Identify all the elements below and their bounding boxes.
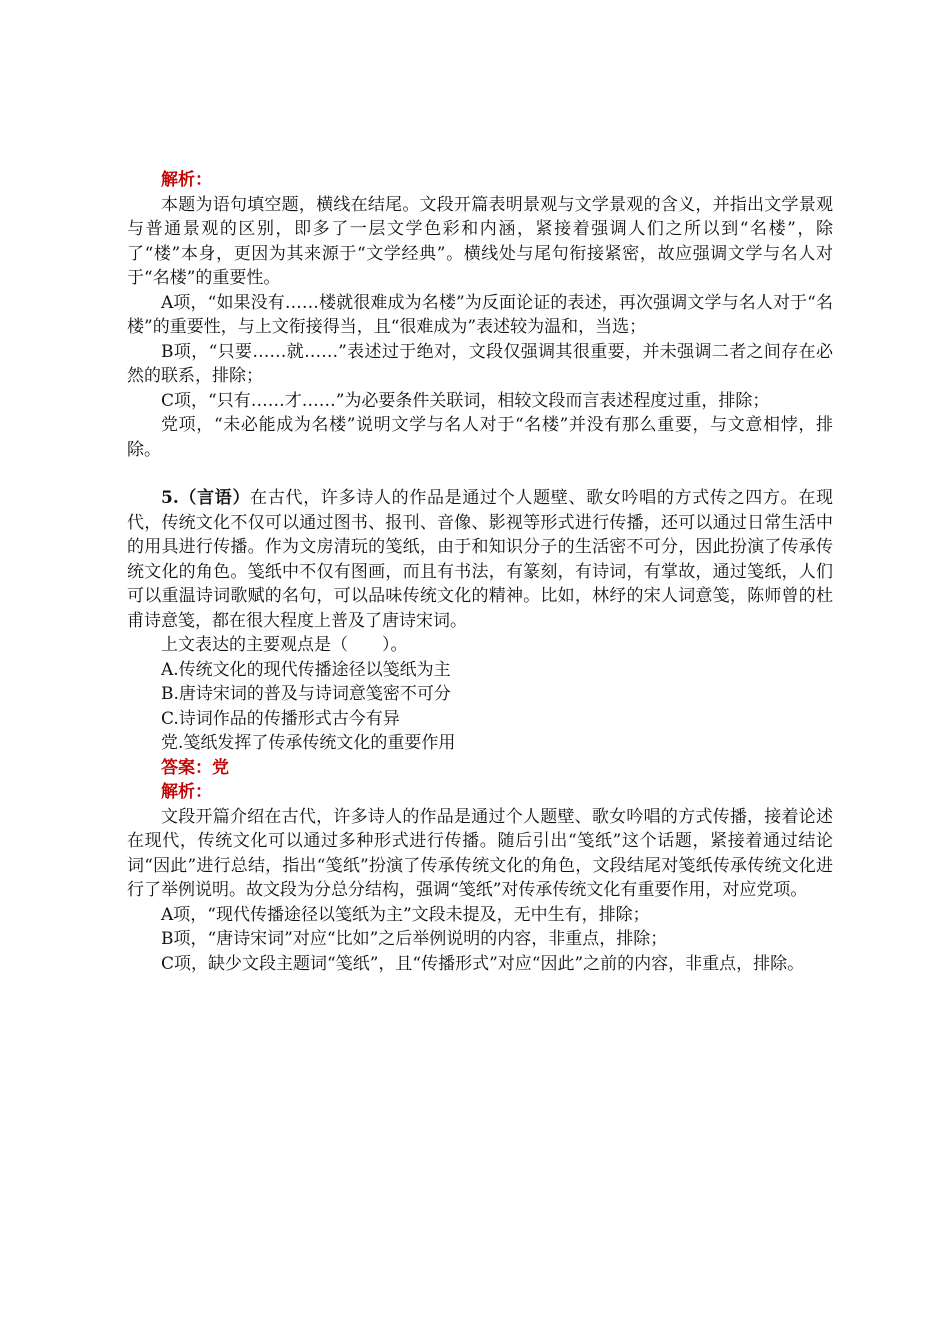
option-a-analysis: A项，“现代传播途径以笺纸为主”文段未提及，无中生有，排除；: [161, 904, 650, 925]
option-d-analysis: 党项，“未必能成为名楼”说明文学与名人对于“名楼”并没有那么重要，与文意相悖，排除。: [127, 415, 833, 460]
analysis-label: 解析：: [161, 782, 212, 802]
option-c-analysis: C项，“只有……才……”为必要条件关联词，相较文段而言表述程度过重，排除；: [161, 390, 770, 411]
question-number: 5.（言语）: [161, 488, 251, 508]
option-a: A.传统文化的现代传播途径以笺纸为主: [161, 659, 451, 680]
option-b: B.唐诗宋词的普及与诗词意笺密不可分: [161, 684, 451, 704]
analysis-paragraph: 文段开篇介绍在古代，许多诗人的作品是通过个人题壁、歌女吟唱的方式传播，接着论述在现代，传统文化可以通过多种形式进行传播。随后引出“笺纸”这个话题，紧接着通过结论词“因此”进行总结，指出“笺纸”扮演了传承传统文化的角色，文段结尾对笺纸传承传统文化进行了举例说明。故文段为分总分结构，强调“笺纸”对传承传统文化有重要作用，对应党项。: [127, 806, 833, 900]
option-b-analysis: B项，“只要……就……”表述过于绝对，文段仅强调其很重要，并未强调二者之间存在必然的联系，排除；: [127, 341, 833, 386]
option-a-analysis: A项，“如果没有……楼就很难成为名楼”为反面论证的表述，再次强调文学与名人对于“名楼”的重要性，与上文衔接得当，且“很难成为”表述较为温和，当选；: [127, 292, 833, 337]
answer-label: 答案：党: [161, 757, 229, 778]
option-d: 党.笺纸发挥了传承传统文化的重要作用: [161, 733, 456, 753]
question-5-passage: [127, 486, 833, 633]
analysis-paragraph: 本题为语句填空题，横线在结尾。文段开篇表明景观与文学景观的含义，并指出文学景观与普通景观的区别，即多了一层文学色彩和内涵，紧接着强调人们之所以到“名楼”，除了“楼”本身，更因为其来源于“文学经典”。横线处与尾句衔接紧密，故应强调文学与名人对于“名楼”的重要性。: [127, 194, 833, 288]
document-content: [127, 168, 833, 976]
option-c-analysis: C项，缺少文段主题词“笺纸”，且“传播形式”对应“因此”之前的内容，非重点，排除。: [161, 953, 805, 974]
option-c: C.诗词作品的传播形式古今有异: [161, 708, 400, 729]
section-spacer: [127, 462, 833, 486]
question-prompt: 上文表达的主要观点是（ ）。: [161, 635, 408, 655]
question-passage-text: 在古代，许多诗人的作品是通过个人题壁、歌女吟唱的方式传之四方。在现代，传统文化不仅可以通过图书、报刊、音像、影视等形式进行传播，还可以通过日常生活中的用具进行传播。作为文房清玩的笺纸，由于和知识分子的生活密不可分，因此扮演了传承传统文化的角色。笺纸中不仅有图画，而且有书法，有篆刻，有诗词，有掌故，通过笺纸，人们可以重温诗词歌赋的名句，可以品味传统文化的精神。比如，林纾的宋人词意笺，陈师曾的杜甫诗意笺，都在很大程度上普及了唐诗宋词。: [127, 488, 834, 631]
option-b-analysis: B项，“唐诗宋词”对应“比如”之后举例说明的内容，非重点，排除；: [161, 929, 668, 949]
analysis-label: 解析：: [161, 170, 212, 190]
